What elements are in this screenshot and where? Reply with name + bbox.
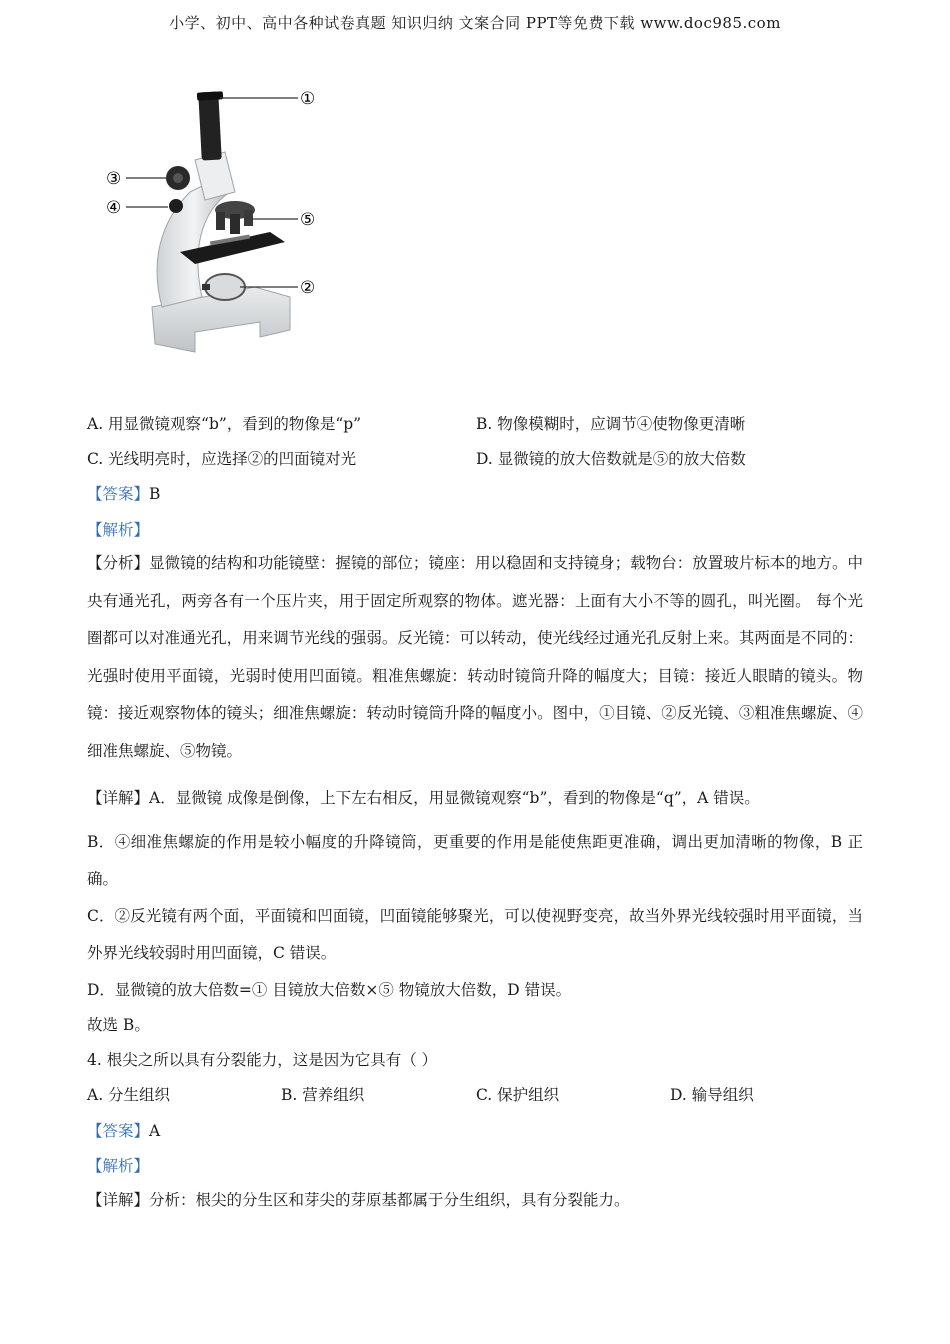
label-2: ② (300, 278, 316, 298)
q3-option-b: B. 物像模糊时，应调节④使物像更清晰 (476, 415, 746, 433)
jiexi-tag: 【解析】 (87, 521, 150, 539)
page-header: 小学、初中、高中各种试卷真题 知识归纳 文案合同 PPT等免费下载 www.doc985.com (169, 14, 781, 32)
q4-stem: 4. 根尖之所以具有分裂能力，这是因为它具有（ ） (87, 1051, 438, 1069)
answer-tag: 【答案】 (87, 485, 150, 503)
answer-value: A (149, 1122, 161, 1140)
label-3: ③ (106, 169, 122, 189)
q3-detail-d: D．显微镜的放大倍数=① 目镜放大倍数×⑤ 物镜放大倍数，D 错误。 (87, 981, 572, 999)
q3-option-a: A. 用显微镜观察“b”，看到的物像是“p” (87, 415, 362, 433)
q4-option-a: A. 分生组织 (87, 1086, 171, 1104)
q3-detail-a (87, 788, 760, 808)
fenxi-tag: 【分析】 (87, 554, 150, 572)
q4-option-d: D. 输导组织 (670, 1086, 754, 1104)
q3-jiexi-line (87, 520, 149, 540)
fenxi-text: 显微镜的结构和功能镜壁：握镜的部位；镜座：用以稳固和支持镜身；载物台：放置玻片标本的地方。中央有通光孔，两旁各有一个压片夹，用于固定所观察的物体。遮光器：上面有大小不等的圆孔，叫光圈。 每个光圈都可以对准通光孔，用来调节光线的强弱。反光镜：可以转动，使光线经过通光孔反射上来。其两面是不同的：光强时使用平面镜，光弱时使用凹面镜。粗准焦螺旋：转动时镜筒升降的幅度大；目镜：接近人眼睛的镜头。物镜：接近观察物体的镜头；细准焦螺旋：转动时镜筒升降的幅度小。图中，①目镜、②反光镜、③粗准焦螺旋、④细准焦螺旋、⑤物镜。 (87, 554, 863, 760)
q4-option-b: B. 营养组织 (281, 1086, 365, 1104)
q3-answer-line (87, 484, 160, 504)
q3-option-c: C. 光线明亮时，应选择②的凹面镜对光 (87, 450, 357, 468)
q3-option-d: D. 显微镜的放大倍数就是⑤的放大倍数 (476, 450, 746, 468)
xiangjie-a: A．显微镜 成像是倒像，上下左右相反，用显微镜观察“b”，看到的物像是“q”，A 错误。 (149, 789, 760, 807)
xiangjie-tag: 【详解】 (87, 789, 150, 807)
q4-option-c: C. 保护组织 (476, 1086, 560, 1104)
answer-tag: 【答案】 (87, 1122, 150, 1140)
q4-answer-line (87, 1121, 160, 1141)
xiangjie-tag: 【详解】 (87, 1191, 150, 1209)
label-5: ⑤ (300, 210, 316, 230)
q3-detail-b: B．④细准焦螺旋的作用是较小幅度的升降镜筒，更重要的作用是能使焦距更准确，调出更加清晰的物像，B 正确。 (87, 833, 863, 888)
q3-detail-c: C．②反光镜有两个面，平面镜和凹面镜，凹面镜能够聚光，可以使视野变亮，故当外界光线较强时用平面镜，当外界光线较弱时用凹面镜，C 错误。 (87, 907, 863, 962)
microscope-figure (100, 82, 340, 362)
answer-value: B (149, 485, 161, 503)
q3-conclusion: 故选 B。 (87, 1016, 150, 1034)
xiangjie-text: 分析：根尖的分生区和芽尖的芽原基都属于分生组织，具有分裂能力。 (149, 1191, 630, 1209)
q3-analysis (87, 545, 863, 770)
label-1: ① (300, 89, 316, 109)
q4-jiexi-line (87, 1156, 149, 1176)
microscope-illustration (100, 82, 340, 362)
label-4: ④ (106, 198, 122, 218)
jiexi-tag: 【解析】 (87, 1157, 150, 1175)
q4-detail (87, 1190, 630, 1210)
